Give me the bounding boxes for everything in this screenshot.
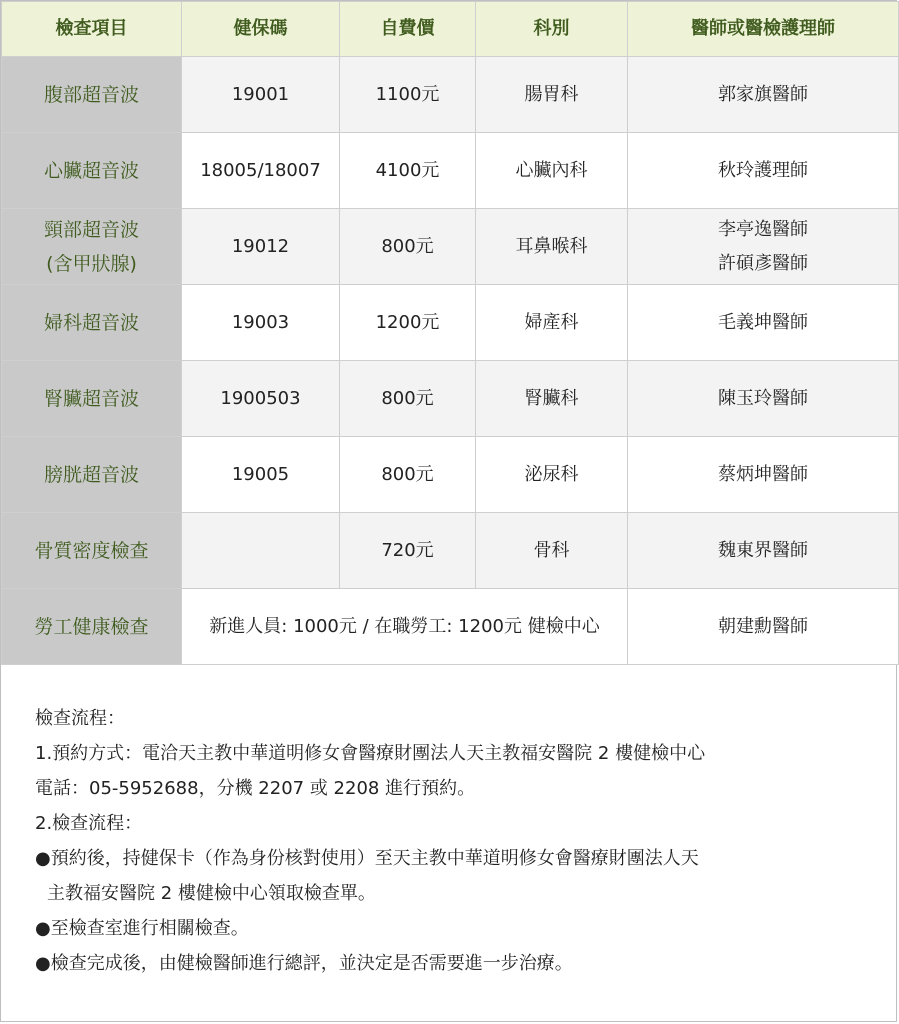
notes-title: 檢查流程：	[35, 708, 125, 729]
table-header	[2, 2, 899, 57]
row-price: 1100元	[340, 57, 476, 133]
row-dept: 骨科	[476, 513, 628, 589]
row-dept: 耳鼻喉科	[476, 209, 628, 285]
row-code: 19012	[182, 209, 340, 285]
row-doctor: 陳玉玲醫師	[628, 361, 899, 437]
row-merged-price-info: 新進人員: 1000元 / 在職勞工: 1200元 健檢中心	[182, 589, 628, 665]
row-price: 4100元	[340, 133, 476, 209]
notes-line: 2.檢查流程：	[35, 813, 143, 834]
row-item: 婦科超音波	[2, 285, 182, 361]
row-code: 19003	[182, 285, 340, 361]
row-code: 19005	[182, 437, 340, 513]
row-doctor: 魏東界醫師	[628, 513, 899, 589]
table-row	[2, 285, 899, 361]
row-dept: 腎臟科	[476, 361, 628, 437]
row-item	[2, 209, 182, 285]
table-row	[2, 437, 899, 513]
row-doctor-line2: 許碩彥醫師	[718, 252, 808, 274]
notes-bullet: ●檢查完成後，由健檢醫師進行總評，並決定是否需要進一步治療。	[35, 953, 573, 974]
header-item: 檢查項目	[2, 2, 182, 57]
row-item: 心臟超音波	[2, 133, 182, 209]
notes-line: 1.預約方式：電洽天主教中華道明修女會醫療財團法人天主教福安醫院 2 樓健檢中心	[35, 743, 706, 764]
row-dept: 泌尿科	[476, 437, 628, 513]
notes-line: 電話：05-5952688，分機 2207 或 2208 進行預約。	[35, 778, 476, 799]
row-dept: 腸胃科	[476, 57, 628, 133]
row-item-line1: 頸部超音波	[43, 218, 139, 241]
row-price: 720元	[340, 513, 476, 589]
row-doctor	[628, 209, 899, 285]
header-dept: 科別	[476, 2, 628, 57]
row-doctor: 朝建勳醫師	[628, 589, 899, 665]
row-item-line2: (含甲狀腺)	[46, 252, 137, 275]
notes-bullet: ●至檢查室進行相關檢查。	[35, 918, 249, 939]
table-row	[2, 589, 899, 665]
procedure-notes	[35, 701, 705, 981]
row-doctor: 郭家旗醫師	[628, 57, 899, 133]
row-dept: 心臟內科	[476, 133, 628, 209]
notes-line: 主教福安醫院 2 樓健檢中心領取檢查單。	[47, 883, 376, 904]
row-code: 1900503	[182, 361, 340, 437]
row-doctor-line1: 李亭逸醫師	[718, 218, 808, 240]
row-item: 勞工健康檢查	[2, 589, 182, 665]
row-doctor: 毛義坤醫師	[628, 285, 899, 361]
header-price: 自費價	[340, 2, 476, 57]
row-code: 18005/18007	[182, 133, 340, 209]
row-code	[182, 513, 340, 589]
row-item: 腹部超音波	[2, 57, 182, 133]
row-dept: 婦產科	[476, 285, 628, 361]
table-row	[2, 513, 899, 589]
table-row	[2, 57, 899, 133]
header-doctor: 醫師或醫檢護理師	[628, 2, 899, 57]
row-item: 骨質密度檢查	[2, 513, 182, 589]
row-code: 19001	[182, 57, 340, 133]
row-price: 800元	[340, 437, 476, 513]
row-price: 1200元	[340, 285, 476, 361]
exam-table	[1, 1, 899, 665]
row-price: 800元	[340, 361, 476, 437]
row-item: 膀胱超音波	[2, 437, 182, 513]
row-doctor: 蔡炳坤醫師	[628, 437, 899, 513]
notes-bullet: ●預約後，持健保卡（作為身份核對使用）至天主教中華道明修女會醫療財團法人天	[35, 848, 699, 869]
table-row	[2, 361, 899, 437]
table-row	[2, 209, 899, 285]
table-row	[2, 133, 899, 209]
row-price: 800元	[340, 209, 476, 285]
header-code: 健保碼	[182, 2, 340, 57]
row-doctor: 秋玲護理師	[628, 133, 899, 209]
row-item: 腎臟超音波	[2, 361, 182, 437]
